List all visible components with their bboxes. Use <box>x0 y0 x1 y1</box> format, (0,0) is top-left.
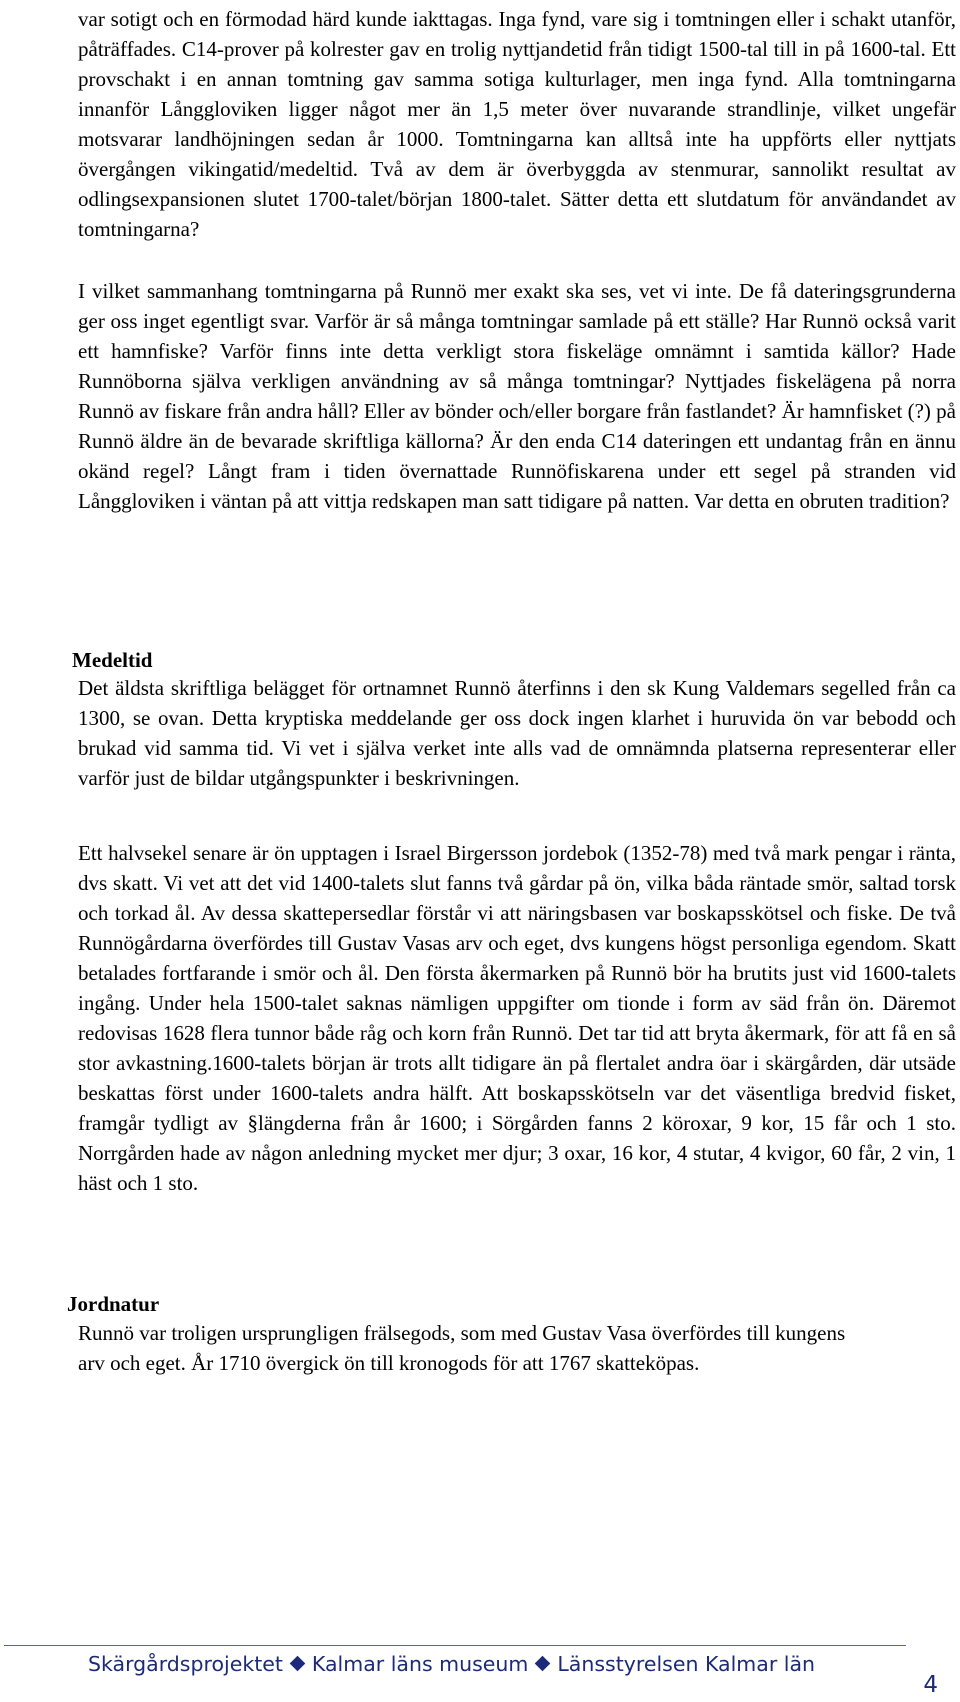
diamond-icon <box>535 1656 551 1672</box>
paragraph-jordnatur: Runnö var troligen ursprungligen frälsegods, som med Gustav Vasa överfördes till kungens arv och eget. År 1710 övergick ön till kronogods för att 1767 skatteköpas. <box>78 1321 846 1375</box>
diamond-icon <box>290 1656 306 1672</box>
heading-medeltid: Medeltid <box>72 648 153 672</box>
footer-kalmar-lans-museum: Kalmar läns museum <box>311 1652 529 1676</box>
heading-jordnatur: Jordnatur <box>67 1292 160 1316</box>
paragraph-medeltid-2: Ett halvsekel senare är ön upptagen i Israel Birgersson jordebok (1352-78) med två mark pengar i ränta, dvs skatt. Vi vet att det vid 1400-talets slut fanns två gårdar på ön, vilka båda räntade smör, saltad torsk och torkad ål. Av dessa skattepersedlar förstår vi att näringsbasen var boskapsskötsel och fiske. De två Runnögårdarna överfördes till Gustav Vasas arv och eget, dvs kungens högst personliga egendom. Skatt betalades fortfarande i smör och ål. Den första åkermarken på Runnö bör ha brutits just vid 1600-talets ingång. Under hela 1500-talet saknas nämligen uppgifter om tionde i form av säd från ön. Däremot redovisas 1628 flera tunnor både råg och korn från Runnö. Det tar tid att bryta åkermark, för att få en så stor avkastning.1600-talets början är trots allt tidigare än på flertalet andra öar i skärgården, där utsäde beskattas först under 1600-talets andra hälft. Att boskapsskötseln var det väsentliga bredvid fisket, framgår tydligt av §längderna från år 1600; i Sörgården fanns 2 köroxar, 9 kor, 15 får och 1 sto. Norrgården hade av någon anledning mycket mer djur; 3 oxar, 16 kor, 4 stutar, 4 kvigor, 60 får, 2 vin, 1 häst och 1 sto. <box>78 841 956 1195</box>
footer-divider <box>4 1645 906 1646</box>
footer <box>88 1650 815 1678</box>
page-number: 4 <box>923 1672 938 1698</box>
paragraph-medeltid-1: Det äldsta skriftliga belägget för ortnamnet Runnö återfinns i den sk Kung Valdemars segelled från ca 1300, se ovan. Detta kryptiska meddelande ger oss dock ingen klarhet i huruvida ön var bebodd och brukad vid samma tid. Vi vet i själva verket inte alls vad de omnämnda platserna representerar eller varför just de bildar utgångspunkter i beskrivningen. <box>78 676 956 790</box>
paragraph-tomtningar-description: var sotigt och en förmodad härd kunde iakttagas. Inga fynd, vare sig i tomtningen eller i schakt utanför, påträffades. C14-prover på kolrester gav en trolig nyttjandetid från tidigt 1500-tal till in på 1600-tal. Ett provschakt i en annan tomtning gav samma sotiga kulturlager, men inga fynd. Alla tomtningarna innanför Långgloviken ligger något mer än 1,5 meter över nuvarande strandlinje, vilket ungefär motsvarar landhöjningen sedan år 1000. Tomtningarna kan alltså inte ha uppförts eller nyttjats övergången vikingatid/medeltid. Två av dem är överbyggda av stenmurar, sannolikt resultat av odlingsexpansionen slutet 1700-talet/början 1800-talet. Sätter detta ett slutdatum för användandet av tomtningarna? <box>78 7 956 241</box>
footer-lansstyrelsen: Länsstyrelsen Kalmar län <box>557 1652 816 1676</box>
paragraph-tomtningar-questions: I vilket sammanhang tomtningarna på Runnö mer exakt ska ses, vet vi inte. De få dateringsgrunderna ger oss inget egentligt svar. Varför är så många tomtningar samlade på ett ställe? Har Runnö också varit ett hamnfiske? Varför finns inte detta verkligt stora fiskeläge omnämnt i samtida källor? Hade Runnöborna själva verkligen användning av så många tomtningar? Nyttjades fiskelägena på norra Runnö av fiskare från andra håll? Eller av bönder och/eller borgare från fastlandet? Är hamnfisket (?) på Runnö äldre än de bevarade skriftliga källorna? Är den enda C14 dateringen ett undantag från en ännu okänd regel? Långt fram i tiden övernattade Runnöfiskarena under ett segel på stranden vid Långgloviken i väntan på att vittja redskapen man satt tidigare på natten. Var detta en obruten tradition? <box>78 279 956 513</box>
footer-skargardsprojektet: Skärgårdsprojektet <box>88 1652 283 1676</box>
